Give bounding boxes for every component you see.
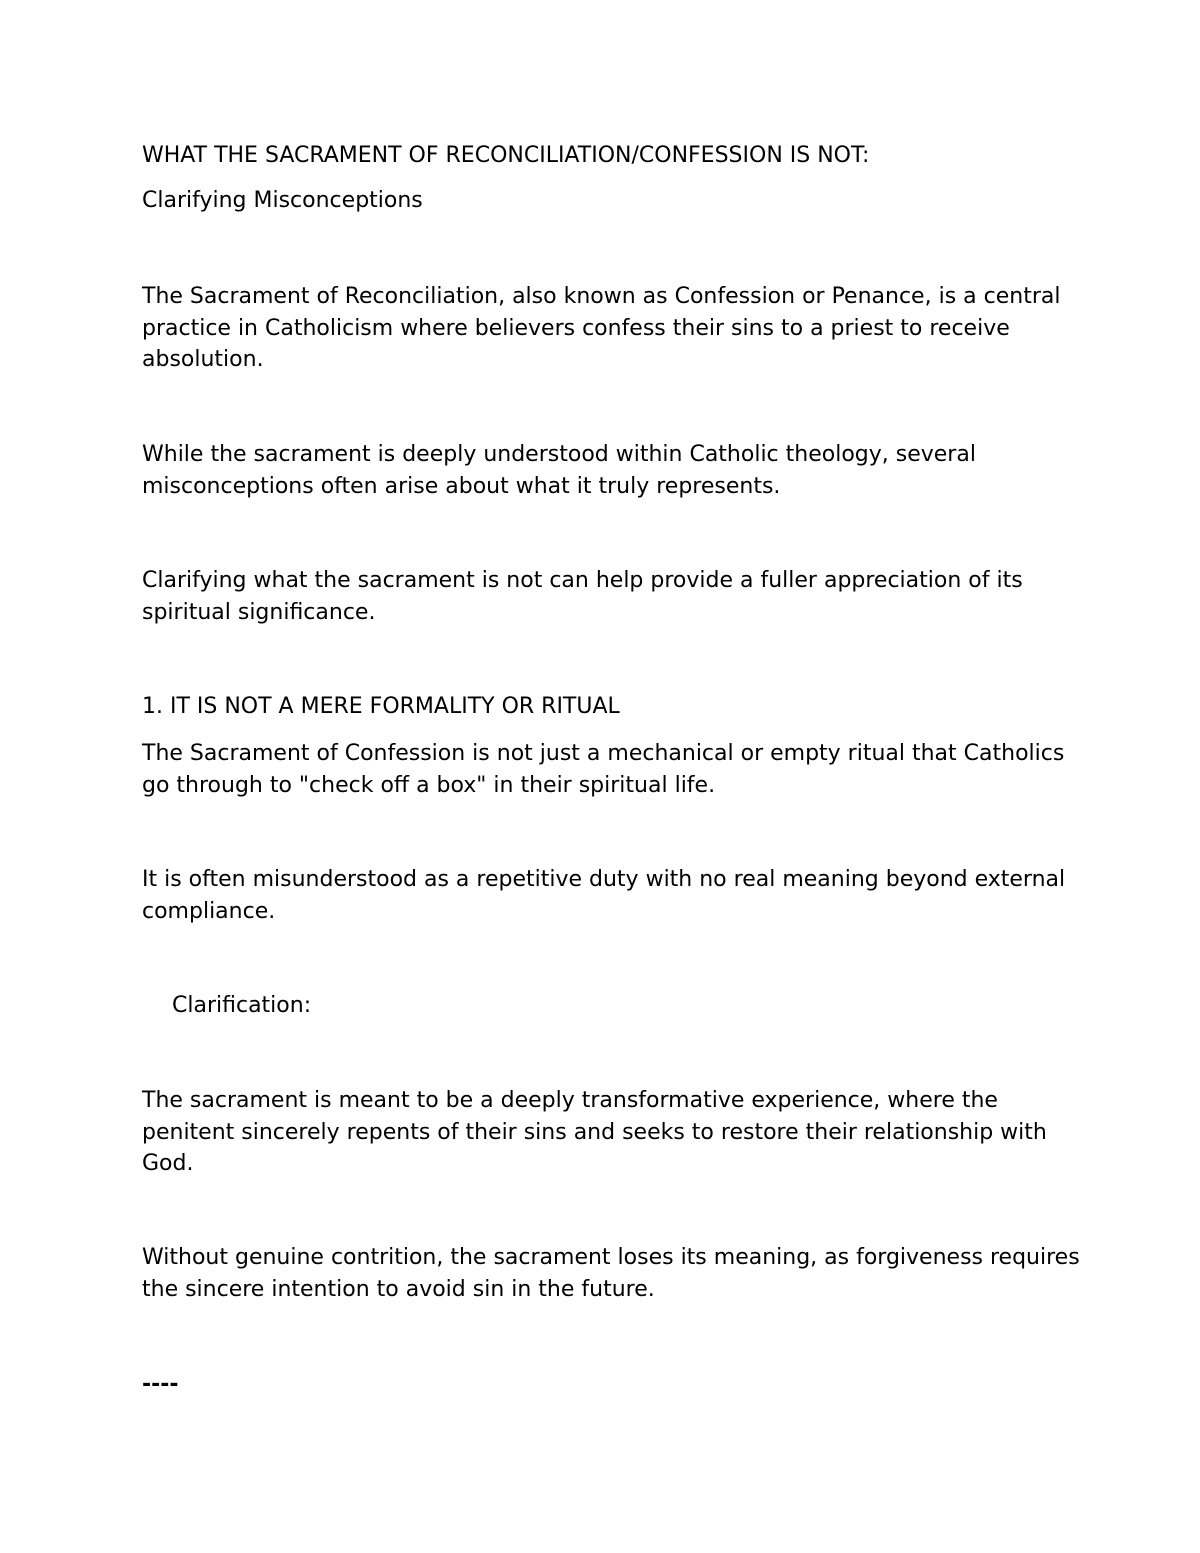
transformation-paragraph: The sacrament is meant to be a deeply transformative experience, where the penitent sincerely repents of their sins and seeks to restore their relationship with God. bbox=[142, 1088, 1047, 1176]
document-subtitle: Clarifying Misconceptions bbox=[142, 188, 423, 213]
section-separator: ---- bbox=[142, 1372, 179, 1397]
purpose-paragraph: Clarifying what the sacrament is not can help provide a fuller appreciation of its spiritual significance. bbox=[142, 568, 1023, 625]
intro-paragraph: The Sacrament of Reconciliation, also known as Confession or Penance, is a central practice in Catholicism where believers confess their sins to a priest to receive absolution. bbox=[142, 284, 1061, 372]
contrition-paragraph: Without genuine contrition, the sacrament loses its meaning, as forgiveness requires the sincere intention to avoid sin in the future. bbox=[142, 1245, 1080, 1302]
misconceptions-paragraph: While the sacrament is deeply understood within Catholic theology, several misconceptions often arise about what it truly represents. bbox=[142, 442, 976, 499]
clarification-label: Clarification: bbox=[172, 993, 312, 1018]
section-heading: 1. IT IS NOT A MERE FORMALITY OR RITUAL bbox=[142, 694, 620, 719]
misunderstanding-paragraph: It is often misunderstood as a repetitive duty with no real meaning beyond external compliance. bbox=[142, 867, 1066, 924]
formality-paragraph: The Sacrament of Confession is not just a mechanical or empty ritual that Catholics go through to "check off a box" in their spiritual life. bbox=[142, 741, 1065, 798]
document-title: WHAT THE SACRAMENT OF RECONCILIATION/CONFESSION IS NOT: bbox=[142, 143, 870, 168]
